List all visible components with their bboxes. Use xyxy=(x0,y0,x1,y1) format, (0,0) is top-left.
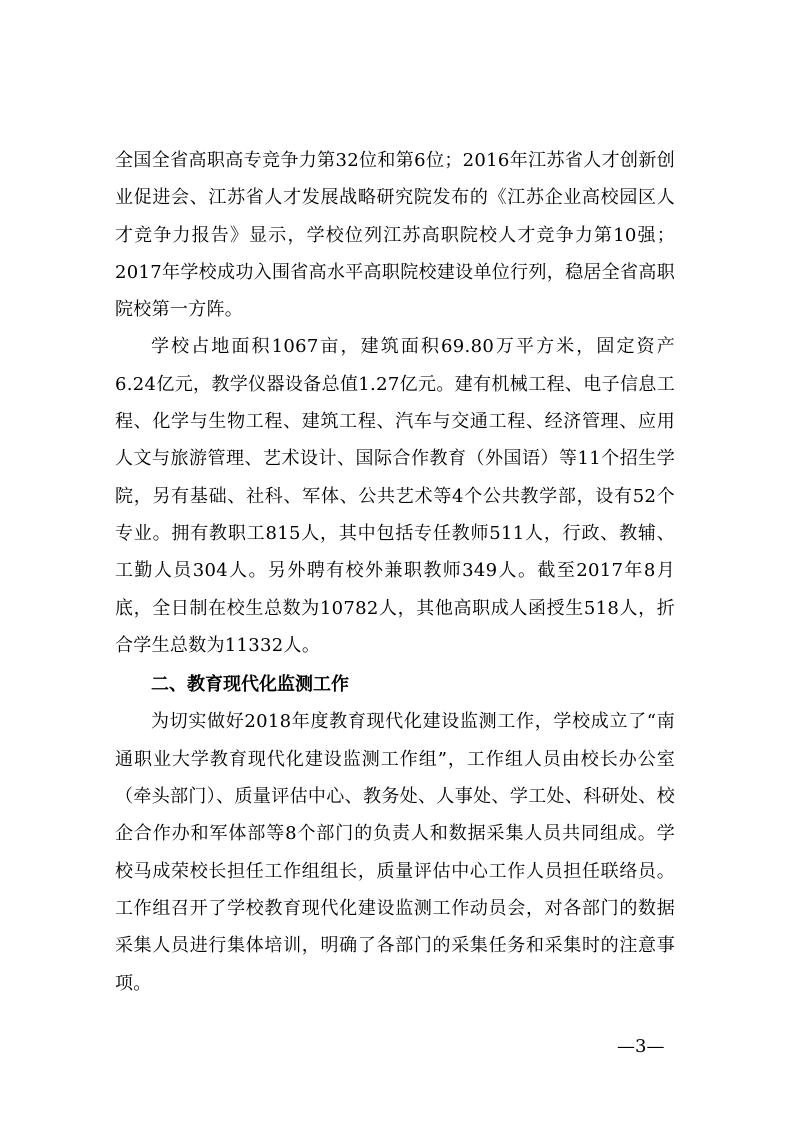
paragraph-school-overview: 学校占地面积1067亩，建筑面积69.80万平方米，固定资产6.24亿元，教学仪器设备总值1.27亿元。建有机械工程、电子信息工程、化学与生物工程、建筑工程、汽车与交通工程、经济管理、应用人文与旅游管理、艺术设计、国际合作教育（外国语）等11个招生学院，另有基础、社科、军体、公共艺术等4个公共教学部，设有52个专业。拥有教职工815人，其中包括专任教师511人，行政、教辅、工勤人员304人。另外聘有校外兼职教师349人。截至2017年8月底，全日制在校生总数为10782人，其他高职成人函授生518人，折合学生总数为11332人。 xyxy=(115,336,675,656)
paragraph-monitoring-work: 为切实做好2018年度教育现代化建设监测工作，学校成立了“南通职业大学教育现代化建设监测工作组”，工作组人员由校长办公室（牵头部门）、质量评估中心、教务处、人事处、学工处、科研处、校企合作办和军体部等8个部门的负责人和数据采集人员共同组成。学校马成荣校长担任工作组组长，质量评估中心工作人员担任联络员。工作组召开了学校教育现代化建设监测工作动员会，对各部门的数据采集人员进行集体培训，明确了各部门的采集任务和采集时的注意事项。 xyxy=(115,711,675,994)
paragraph-continued: 全国全省高职高专竞争力第32位和第6位；2016年江苏省人才创新创业促进会、江苏省人才发展战略研究院发布的《江苏企业高校园区人才竞争力报告》显示，学校位列江苏高职院校人才竞争力第10强；2017年学校成功入围省高水平高职院校建设单位行列，稳居全省高职院校第一方阵。 xyxy=(115,150,675,321)
page-number: —3— xyxy=(617,1036,665,1057)
section-heading: 二、教育现代化监测工作 xyxy=(151,674,349,696)
page-body xyxy=(115,142,675,1002)
